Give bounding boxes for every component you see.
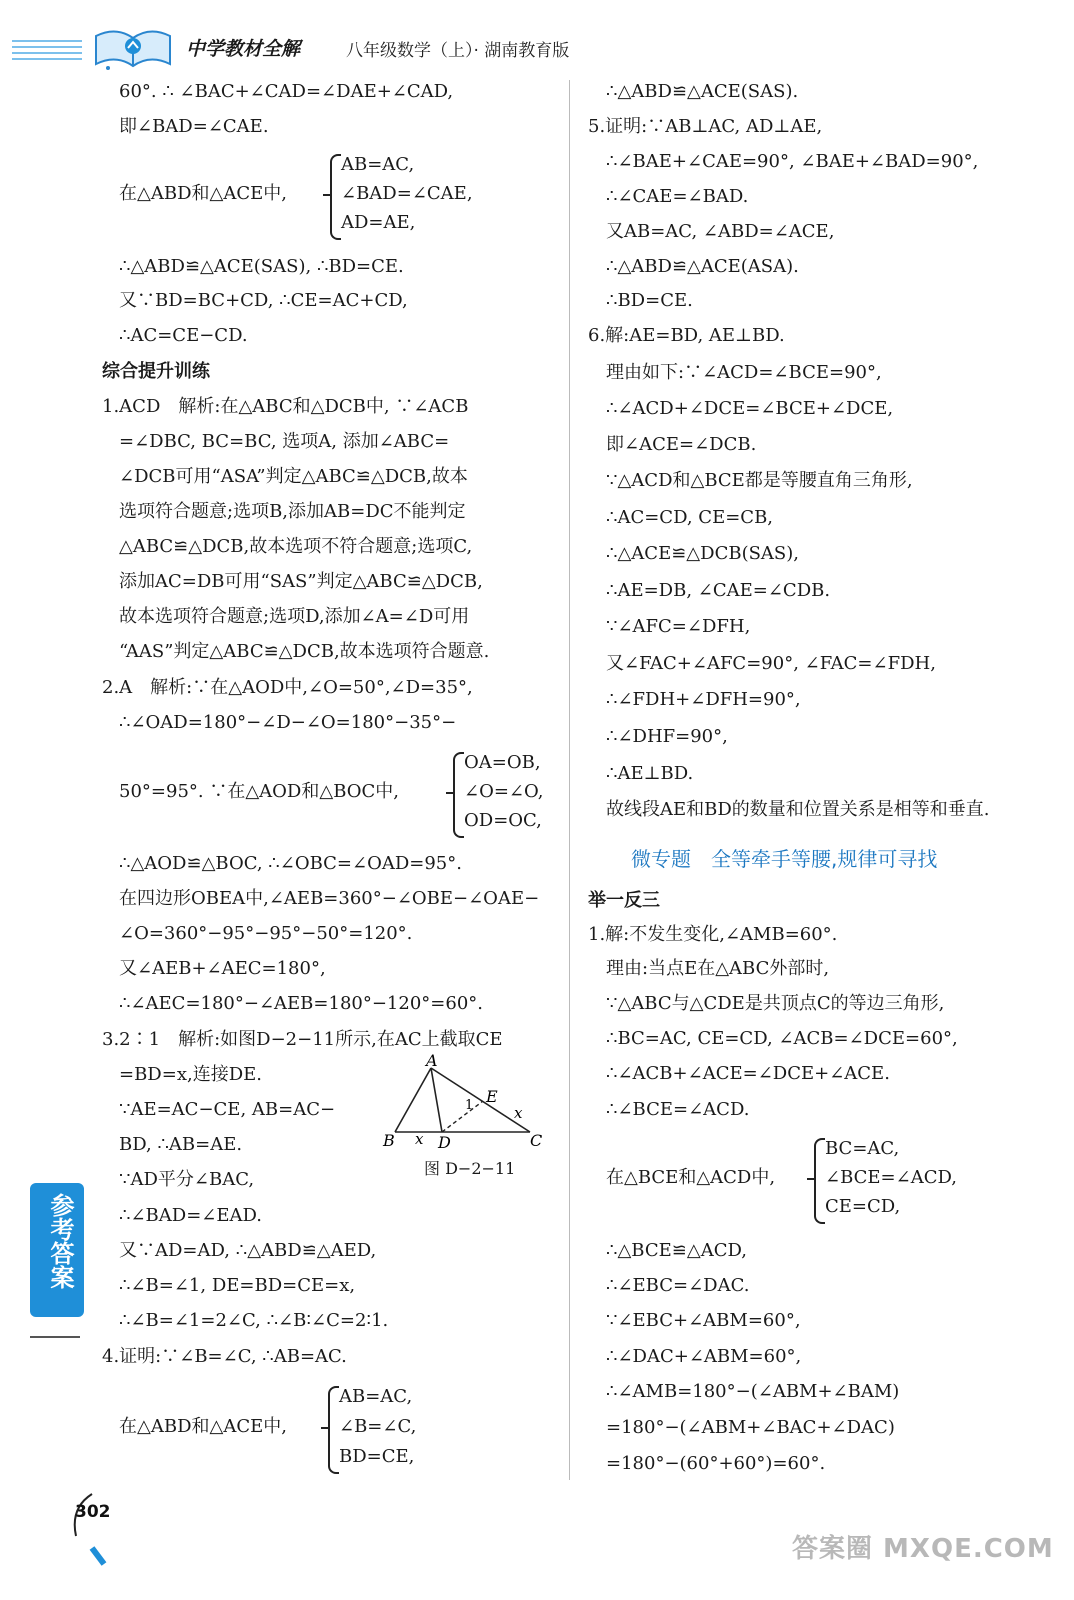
- text-line: “AAS”判定△ABC≌△DCB,故本选项符合题意.: [119, 641, 490, 662]
- segment-DE: [442, 1101, 483, 1132]
- text-line: 5.证明:∵AB⊥AC, AD⊥AE,: [588, 116, 823, 137]
- micro-topic-title: 微专题 全等牵手等腰,规律可寻找: [631, 847, 938, 871]
- equation-brace: [330, 154, 341, 240]
- text-line: 故线段AE和BD的数量和位置关系是相等和垂直.: [606, 799, 990, 820]
- column-divider: [569, 80, 570, 1480]
- text-line: ∴△ABD≌△ACE(ASA).: [606, 256, 799, 277]
- text-line: ∴△ACE≌△DCB(SAS),: [606, 543, 799, 564]
- text-line: 即∠ACE=∠DCB.: [606, 434, 757, 455]
- section-heading: 综合提升训练: [102, 361, 210, 382]
- text-line: ∴BD=CE.: [606, 290, 693, 311]
- text-line: 理由如下:∵∠ACD=∠BCE=90°,: [606, 362, 882, 383]
- text-line: ∴∠AMB=180°−(∠ABM+∠BAM): [606, 1381, 900, 1402]
- system-eq: ∠BAD=∠CAE,: [341, 183, 473, 204]
- text-line: ∴△AOD≌△BOC, ∴∠OBC=∠OAD=95°.: [119, 853, 462, 874]
- text-line: 在△BCE和△ACD中,: [606, 1167, 776, 1188]
- system-eq: BD=CE,: [339, 1446, 415, 1467]
- watermark-logo: 答案圈 MXQE.COM: [792, 1534, 1054, 1564]
- text-line: 即∠BAD=∠CAE.: [119, 116, 269, 137]
- page-number: 302: [75, 1502, 111, 1522]
- answer-key-side-tab: [30, 1183, 84, 1317]
- system-eq: AB=AC,: [341, 154, 415, 175]
- text-line: ∴∠CAE=∠BAD.: [606, 186, 749, 207]
- text-line: ∴△ABD≌△ACE(SAS), ∴BD=CE.: [119, 256, 404, 277]
- text-line: ∠O=360°−95°−95°−50°=120°.: [119, 923, 413, 944]
- text-line: 又∵AD=AD, ∴△ABD≌△AED,: [119, 1240, 377, 1261]
- header-title: 中学教材全解: [186, 38, 301, 60]
- system-eq: CE=CD,: [825, 1196, 901, 1217]
- text-line: 4.证明:∵∠B=∠C, ∴AB=AC.: [102, 1346, 347, 1367]
- text-line: ∴∠ACB+∠ACE=∠DCE+∠ACE.: [606, 1063, 890, 1084]
- equation-brace: [453, 752, 464, 838]
- label-C: C: [530, 1131, 543, 1150]
- equation-brace: [814, 1138, 825, 1224]
- text-line: 又∠AEB+∠AEC=180°,: [119, 958, 326, 979]
- system-eq: AB=AC,: [339, 1386, 413, 1407]
- side-tab-rule: [30, 1336, 80, 1338]
- system-eq: BC=AC,: [825, 1138, 900, 1159]
- page-number-arc-icon: [62, 1488, 122, 1568]
- text-line: =∠DBC, BC=BC, 选项A, 添加∠ABC=: [119, 431, 450, 452]
- text-line: =BD=x,连接DE.: [119, 1064, 262, 1085]
- text-line: ∵AD平分∠BAC,: [119, 1169, 255, 1190]
- text-line: ∴∠OAD=180°−∠D−∠O=180°−35°−: [119, 712, 457, 733]
- label-B: B: [383, 1131, 395, 1150]
- label-angle-1: 1: [465, 1098, 474, 1113]
- text-line: ∴AC=CE−CD.: [119, 325, 248, 346]
- equation-brace-tip: [446, 792, 453, 794]
- text-line: 2.A 解析:∵在△AOD中,∠O=50°,∠D=35°,: [102, 677, 473, 698]
- label-E: E: [486, 1087, 498, 1106]
- triangle-figure: [380, 1054, 550, 1154]
- text-line: ∴∠DAC+∠ABM=60°,: [606, 1346, 802, 1367]
- header-subtitle: 八年级数学（上）· 湖南教育版: [346, 41, 570, 61]
- system-eq: OD=OC,: [464, 810, 542, 831]
- text-line: ∴∠BCE=∠ACD.: [606, 1099, 750, 1120]
- text-line: ∴∠B=∠1, DE=BD=CE=x,: [119, 1275, 356, 1296]
- system-eq: ∠B=∠C,: [339, 1416, 417, 1437]
- text-line: ∴AE=DB, ∠CAE=∠CDB.: [606, 580, 831, 601]
- segment-AD: [431, 1068, 442, 1132]
- equation-brace: [328, 1386, 339, 1474]
- system-eq: AD=AE,: [341, 212, 416, 233]
- text-line: 选项符合题意;选项B,添加AB=DC不能判定: [119, 501, 466, 522]
- system-eq: OA=OB,: [464, 752, 541, 773]
- text-line: ∴∠BAD=∠EAD.: [119, 1205, 263, 1226]
- text-line: ∴AE⊥BD.: [606, 763, 694, 784]
- text-line: ∴△ABD≌△ACE(SAS).: [606, 81, 799, 102]
- book-logo-icon: [88, 24, 178, 72]
- label-A: A: [426, 1054, 438, 1070]
- equation-brace-tip: [323, 194, 330, 196]
- text-line: 1.解:不发生变化,∠AMB=60°.: [588, 924, 838, 945]
- section-heading: 举一反三: [588, 890, 660, 911]
- text-line: 在四边形OBEA中,∠AEB=360°−∠OBE−∠OAE−: [119, 888, 540, 909]
- text-line: 添加AC=DB可用“SAS”判定△ABC≌△DCB,: [119, 571, 483, 592]
- equation-brace-tip: [321, 1427, 328, 1429]
- text-line: ∴∠ACD+∠DCE=∠BCE+∠DCE,: [606, 398, 894, 419]
- text-line: 在△ABD和△ACE中,: [119, 1416, 287, 1437]
- label-x-bd: x: [415, 1130, 424, 1148]
- system-eq: ∠O=∠O,: [464, 781, 544, 802]
- side-tab-label: 参考答案: [46, 1193, 74, 1289]
- text-line: ∵△ABC与△CDE是共顶点C的等边三角形,: [606, 993, 945, 1014]
- text-line: 6.解:AE=BD, AE⊥BD.: [588, 325, 785, 346]
- text-line: 60°. ∴ ∠BAC+∠CAD=∠DAE+∠CAD,: [119, 81, 454, 102]
- text-line: 在△ABD和△ACE中,: [119, 183, 287, 204]
- text-line: ∴∠DHF=90°,: [606, 726, 728, 747]
- text-line: =180°−(60°+60°)=60°.: [606, 1453, 826, 1474]
- text-line: ∴∠AEC=180°−∠AEB=180°−120°=60°.: [119, 993, 483, 1014]
- system-eq: ∠BCE=∠ACD,: [825, 1167, 958, 1188]
- text-line: 故本选项符合题意;选项D,添加∠A=∠D可用: [119, 606, 470, 627]
- text-line: ∴∠B=∠1=2∠C, ∴∠B∶∠C=2∶1.: [119, 1310, 389, 1331]
- figure-caption: 图 D−2−11: [424, 1159, 516, 1178]
- text-line: ∴AC=CD, CE=CB,: [606, 507, 774, 528]
- text-line: 50°=95°. ∵在△AOD和△BOC中,: [119, 781, 400, 802]
- label-x-ce: x: [514, 1104, 523, 1122]
- text-line: 又∠FAC+∠AFC=90°, ∠FAC=∠FDH,: [606, 653, 936, 674]
- label-D: D: [438, 1133, 451, 1152]
- header-lines: [12, 40, 82, 60]
- segment-AC: [431, 1068, 530, 1132]
- text-line: ∵∠EBC+∠ABM=60°,: [606, 1310, 801, 1331]
- text-line: =180°−(∠ABM+∠BAC+∠DAC): [606, 1417, 895, 1438]
- text-line: ∴BC=AC, CE=CD, ∠ACB=∠DCE=60°,: [606, 1028, 958, 1049]
- text-line: ∠DCB可用“ASA”判定△ABC≌△DCB,故本: [119, 466, 468, 487]
- text-line: 3.2∶1 解析:如图D−2−11所示,在AC上截取CE: [102, 1029, 503, 1050]
- text-line: 理由:当点E在△ABC外部时,: [606, 958, 830, 979]
- text-line: ∵∠AFC=∠DFH,: [606, 616, 751, 637]
- segment-AB: [395, 1068, 431, 1132]
- text-line: BD, ∴AB=AE.: [119, 1134, 243, 1155]
- text-line: 1.ACD 解析:在△ABC和△DCB中, ∵∠ACB: [102, 396, 469, 417]
- equation-brace-tip: [807, 1178, 814, 1180]
- text-line: ∵△ACD和△BCE都是等腰直角三角形,: [606, 470, 913, 491]
- text-line: 又AB=AC, ∠ABD=∠ACE,: [606, 221, 835, 242]
- text-line: ∴△BCE≌△ACD,: [606, 1240, 747, 1261]
- text-line: 又∵BD=BC+CD, ∴CE=AC+CD,: [119, 290, 408, 311]
- text-line: ∵AE=AC−CE, AB=AC−: [119, 1099, 336, 1120]
- text-line: △ABC≌△DCB,故本选项不符合题意;选项C,: [119, 536, 473, 557]
- text-line: ∴∠FDH+∠DFH=90°,: [606, 689, 801, 710]
- text-line: ∴∠EBC=∠DAC.: [606, 1275, 750, 1296]
- text-line: ∴∠BAE+∠CAE=90°, ∠BAE+∠BAD=90°,: [606, 151, 979, 172]
